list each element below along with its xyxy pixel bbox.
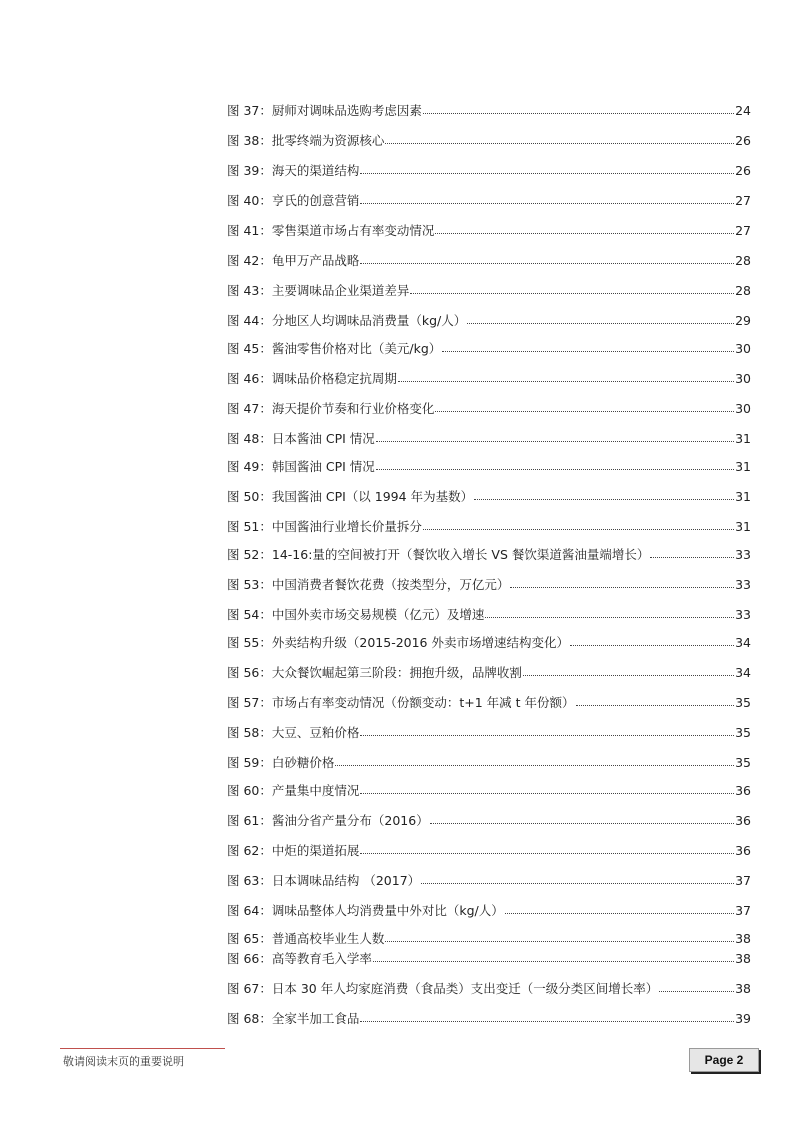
- toc-dot-leader: [373, 951, 734, 962]
- toc-entry-page: 37: [735, 903, 751, 918]
- toc-dot-leader: [385, 931, 734, 942]
- toc-entry[interactable]: [227, 519, 751, 535]
- toc-entry-title: 图 43：主要调味品企业渠道差异: [227, 283, 410, 298]
- toc-entry[interactable]: [227, 903, 751, 919]
- footer-divider: [60, 1048, 225, 1049]
- toc-entry[interactable]: [227, 607, 751, 623]
- toc-entry[interactable]: [227, 401, 751, 417]
- toc-entry-title: 图 49：韩国酱油 CPI 情况: [227, 459, 375, 474]
- toc-entry[interactable]: [227, 371, 751, 387]
- toc-entry-title: 图 54：中国外卖市场交易规模（亿元）及增速: [227, 607, 485, 622]
- toc-entry-title: 图 62：中炬的渠道拓展: [227, 843, 360, 858]
- toc-entry[interactable]: [227, 163, 751, 179]
- toc-entry-page: 34: [735, 665, 751, 680]
- toc-dot-leader: [360, 193, 734, 204]
- toc-entry-title: 图 56：大众餐饮崛起第三阶段：拥抱升级，品牌收割: [227, 665, 522, 680]
- toc-dot-leader: [421, 873, 734, 884]
- toc-entry-title: 图 46：调味品价格稳定抗周期: [227, 371, 397, 386]
- toc-dot-leader: [385, 133, 734, 144]
- toc-entry-page: 27: [735, 223, 751, 238]
- toc-entry[interactable]: [227, 755, 751, 771]
- toc-entry[interactable]: [227, 283, 751, 299]
- footer-disclaimer: 敬请阅读末页的重要说明: [63, 1055, 184, 1068]
- toc-entry-page: 34: [735, 635, 751, 650]
- toc-entry-page: 30: [735, 401, 751, 416]
- toc-dot-leader: [510, 577, 734, 588]
- toc-entry[interactable]: [227, 489, 751, 505]
- toc-entry-page: 26: [735, 163, 751, 178]
- toc-entry-title: 图 58：大豆、豆粕价格: [227, 725, 360, 740]
- toc-entry[interactable]: [227, 981, 751, 997]
- toc-entry-title: 图 50：我国酱油 CPI（以 1994 年为基数）: [227, 489, 474, 504]
- toc-entry-page: 35: [735, 695, 751, 710]
- toc-entry[interactable]: [227, 931, 751, 947]
- toc-dot-leader: [360, 163, 734, 174]
- toc-dot-leader: [650, 547, 734, 558]
- toc-entry-title: 图 65：普通高校毕业生人数: [227, 931, 385, 946]
- toc-dot-leader: [505, 903, 734, 914]
- toc-entry[interactable]: [227, 843, 751, 859]
- toc-dot-leader: [430, 813, 734, 824]
- toc-dot-leader: [442, 341, 734, 352]
- toc-entry-page: 39: [735, 1011, 751, 1026]
- toc-entry-page: 27: [735, 193, 751, 208]
- toc-entry-title: 图 60：产量集中度情况: [227, 783, 360, 798]
- page-number-box: [689, 1048, 759, 1072]
- toc-entry-title: 图 57：市场占有率变动情况（份额变动：t+1 年减 t 年份额）: [227, 695, 575, 710]
- toc-entry-title: 图 47：海天提价节奏和行业价格变化: [227, 401, 435, 416]
- toc-entry-page: 31: [735, 459, 751, 474]
- toc-entry-page: 35: [735, 725, 751, 740]
- toc-entry-title: 图 53：中国消费者餐饮花费（按类型分，万亿元）: [227, 577, 510, 592]
- toc-dot-leader: [410, 283, 734, 294]
- toc-dot-leader: [576, 695, 735, 706]
- toc-entry[interactable]: [227, 223, 751, 239]
- toc-entry-title: 图 48：日本酱油 CPI 情况: [227, 431, 375, 446]
- toc-dot-leader: [435, 223, 734, 234]
- toc-entry-page: 36: [735, 783, 751, 798]
- toc-entry[interactable]: [227, 813, 751, 829]
- toc-entry-page: 31: [735, 489, 751, 504]
- toc-entry-title: 图 64：调味品整体人均消费量中外对比（kg/人）: [227, 903, 504, 918]
- toc-dot-leader: [435, 401, 734, 412]
- toc-dot-leader: [360, 1011, 734, 1022]
- toc-dot-leader: [467, 313, 734, 324]
- page-number: Page 2: [704, 1053, 744, 1067]
- toc-entry[interactable]: [227, 103, 751, 119]
- toc-entry-title: 图 42：龟甲万产品战略: [227, 253, 360, 268]
- toc-dot-leader: [360, 725, 734, 736]
- toc-entry[interactable]: [227, 547, 751, 563]
- toc-entry-page: 36: [735, 843, 751, 858]
- toc-entry[interactable]: [227, 459, 751, 475]
- toc-dot-leader: [376, 459, 734, 470]
- toc-entry-title: 图 40：亨氏的创意营销: [227, 193, 360, 208]
- toc-dot-leader: [570, 635, 734, 646]
- toc-entry-title: 图 61：酱油分省产量分布（2016）: [227, 813, 429, 828]
- toc-entry-title: 图 39：海天的渠道结构: [227, 163, 360, 178]
- toc-dot-leader: [474, 489, 734, 500]
- toc-entry[interactable]: [227, 665, 751, 681]
- toc-entry-page: 33: [735, 577, 751, 592]
- toc-entry-title: 图 55：外卖结构升级（2015-2016 外卖市场增速结构变化）: [227, 635, 569, 650]
- toc-entry-title: 图 68：全家半加工食品: [227, 1011, 360, 1026]
- toc-entry-page: 35: [735, 755, 751, 770]
- toc-entry-page: 30: [735, 341, 751, 356]
- toc-entry-page: 31: [735, 519, 751, 534]
- toc-dot-leader: [659, 981, 734, 992]
- toc-entry-title: 图 59：白砂糖价格: [227, 755, 335, 770]
- toc-entry-title: 图 44：分地区人均调味品消费量（kg/人）: [227, 313, 467, 328]
- toc-dot-leader: [423, 103, 734, 114]
- toc-entry-page: 36: [735, 813, 751, 828]
- toc-entry[interactable]: [227, 873, 751, 889]
- toc-dot-leader: [360, 783, 734, 794]
- toc-entry[interactable]: [227, 313, 751, 329]
- toc-dot-leader: [423, 519, 734, 530]
- toc-dot-leader: [360, 253, 734, 264]
- toc-entry[interactable]: [227, 577, 751, 593]
- toc-dot-leader: [485, 607, 734, 618]
- toc-entry-page: 37: [735, 873, 751, 888]
- toc-entry-title: 图 37：厨师对调味品选购考虑因素: [227, 103, 422, 118]
- toc-entry[interactable]: [227, 695, 751, 711]
- toc-entry-page: 38: [735, 951, 751, 966]
- toc-entry-title: 图 67：日本 30 年人均家庭消费（食品类）支出变迁（一级分类区间增长率）: [227, 981, 659, 996]
- toc-entry-page: 38: [735, 981, 751, 996]
- toc-entry[interactable]: [227, 951, 751, 967]
- toc-entry-page: 24: [735, 103, 751, 118]
- toc-entry-page: 28: [735, 253, 751, 268]
- toc-entry[interactable]: [227, 635, 751, 651]
- toc-entry[interactable]: [227, 783, 751, 799]
- toc-entry-page: 33: [735, 607, 751, 622]
- toc-entry-page: 29: [735, 313, 751, 328]
- toc-dot-leader: [360, 843, 734, 854]
- toc-entry-page: 31: [735, 431, 751, 446]
- toc-entry-page: 26: [735, 133, 751, 148]
- toc-entry-title: 图 52：14-16:量的空间被打开（餐饮收入增长 VS 餐饮渠道酱油量端增长）: [227, 547, 650, 562]
- toc-entry[interactable]: [227, 431, 751, 447]
- toc-entry-page: 30: [735, 371, 751, 386]
- toc-entry-page: 28: [735, 283, 751, 298]
- toc-entry-title: 图 38：批零终端为资源核心: [227, 133, 385, 148]
- toc-entry-page: 33: [735, 547, 751, 562]
- toc-entry-page: 38: [735, 931, 751, 946]
- toc-entry-title: 图 41：零售渠道市场占有率变动情况: [227, 223, 435, 238]
- toc-entry[interactable]: [227, 725, 751, 741]
- toc-entry-title: 图 66：高等教育毛入学率: [227, 951, 372, 966]
- toc-dot-leader: [398, 371, 734, 382]
- toc-entry[interactable]: [227, 341, 751, 357]
- toc-entry-title: 图 51：中国酱油行业增长价量拆分: [227, 519, 422, 534]
- toc-entry[interactable]: [227, 1011, 751, 1027]
- toc-entry[interactable]: [227, 193, 751, 209]
- toc-entry-title: 图 45：酱油零售价格对比（美元/kg）: [227, 341, 442, 356]
- toc-entry[interactable]: [227, 133, 751, 149]
- toc-dot-leader: [376, 431, 734, 442]
- toc-dot-leader: [335, 755, 734, 766]
- toc-entry[interactable]: [227, 253, 751, 269]
- toc-dot-leader: [523, 665, 734, 676]
- toc-entry-title: 图 63：日本调味品结构 （2017）: [227, 873, 421, 888]
